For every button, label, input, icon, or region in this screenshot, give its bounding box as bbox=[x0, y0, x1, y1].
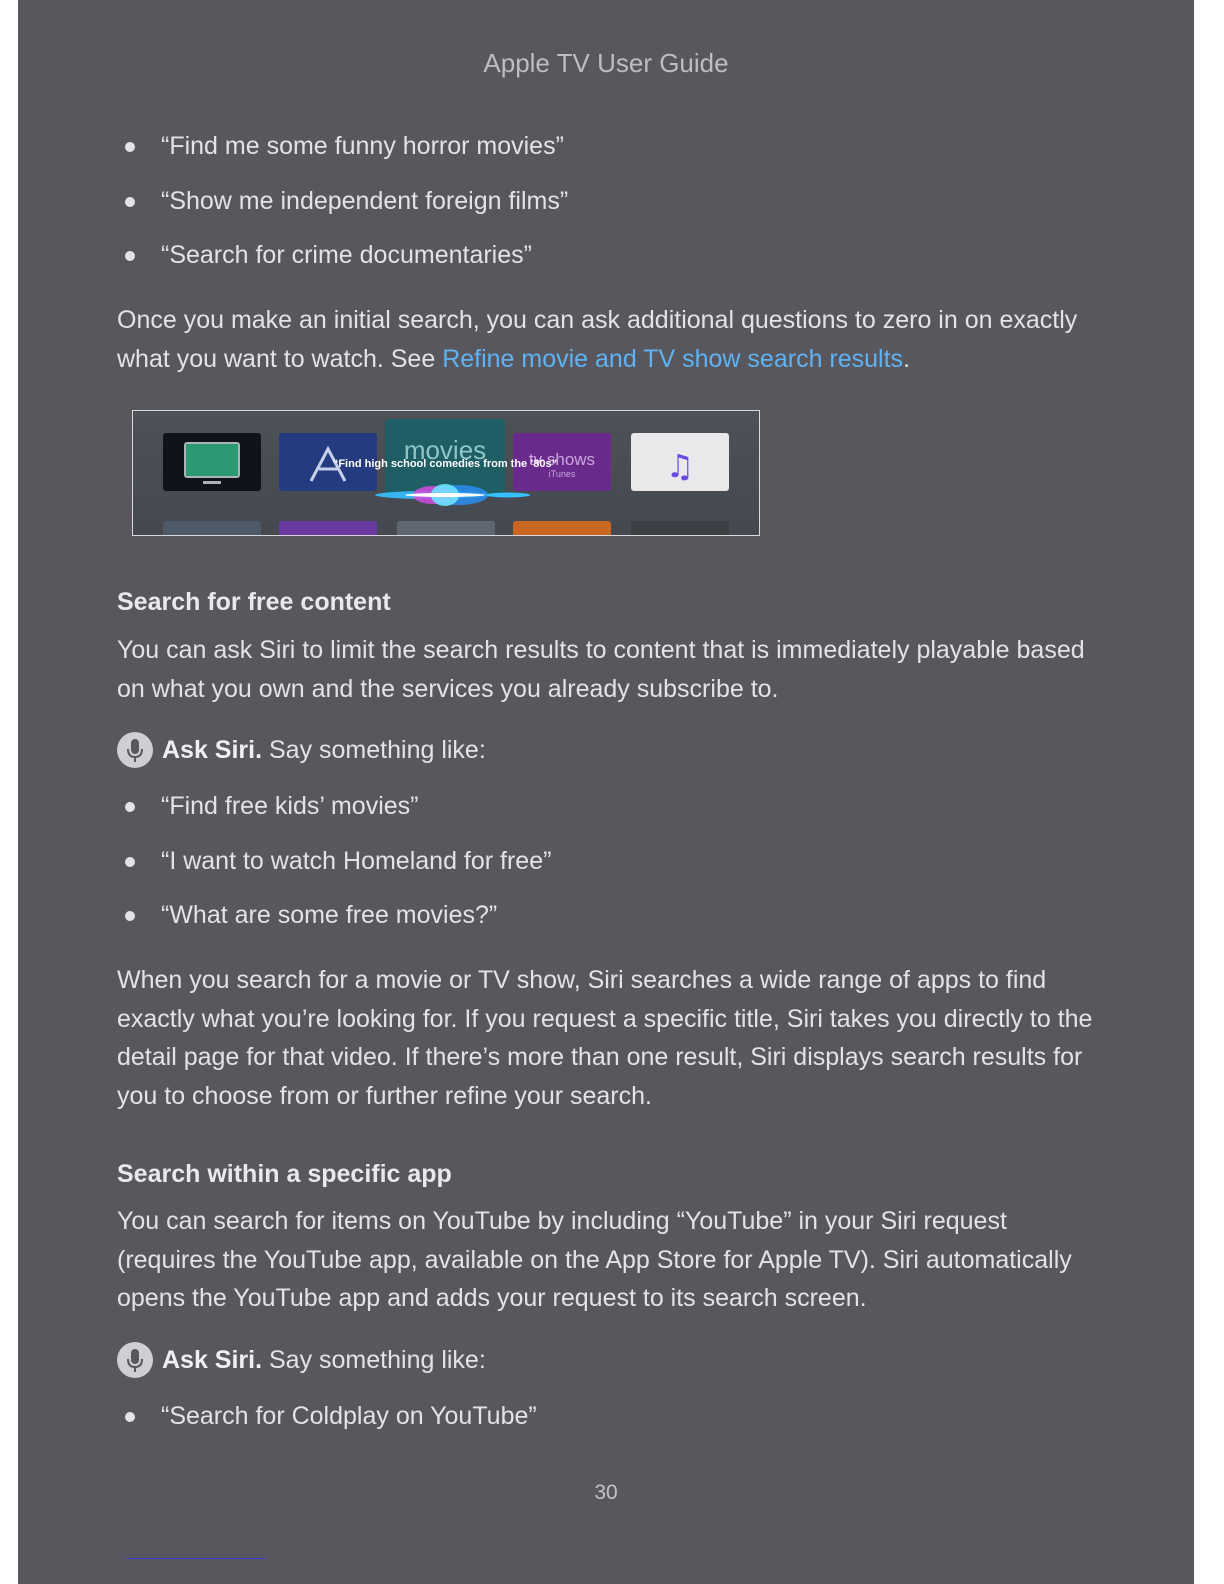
search-results-paragraph: When you search for a movie or TV show, Siri searches a wide range of apps to find exactly what you’re looking for. If you request a specific title, Siri takes you directly to the detail page for that video. If there’s more than one result, Siri displays search results for you to choose from or further refine your search. bbox=[117, 966, 1093, 1110]
movies-tile-label: movies bbox=[403, 435, 487, 465]
section-heading-specific-app: Search within a specific app bbox=[117, 1160, 452, 1188]
ask-siri-prompt: Ask Siri. Say something like: bbox=[117, 1341, 617, 1379]
apple-tv-home-screen-image bbox=[133, 411, 759, 535]
itunes-tile-label: iTunes bbox=[548, 469, 576, 479]
footer-rule bbox=[126, 1558, 266, 1559]
list-item: “Show me independent foreign films” bbox=[117, 186, 568, 241]
refine-paragraph: Once you make an initial search, you can ask additional questions to zero in on exactly what you want to watch. See Refine movie and TV show search results. bbox=[117, 306, 1078, 373]
microphone-icon bbox=[117, 1342, 153, 1378]
section-heading-free-content: Search for free content bbox=[117, 588, 391, 616]
free-content-paragraph: You can ask Siri to limit the search results to content that is immediately playable based on what you own and the services you already subscribe to. bbox=[117, 636, 1085, 703]
ask-siri-prompt: Ask Siri. Say something like: bbox=[117, 731, 617, 769]
tv-icon bbox=[185, 443, 239, 477]
list-item: “Find me some funny horror movies” bbox=[117, 131, 568, 186]
tv-shows-tile-label: tv shows bbox=[528, 450, 596, 469]
list-item: “What are some free movies?” bbox=[117, 900, 551, 955]
ask-siri-label: Ask Siri. bbox=[162, 736, 263, 764]
free-content-queries-list bbox=[117, 791, 551, 955]
microphone-icon bbox=[117, 732, 153, 768]
page-number: 30 bbox=[594, 1481, 618, 1504]
bullet-dot bbox=[125, 251, 135, 261]
bullet-dot bbox=[125, 197, 135, 207]
bullet-dot bbox=[125, 142, 135, 152]
example-queries-list bbox=[117, 131, 568, 295]
bullet-dot bbox=[125, 802, 135, 812]
bullet-dot bbox=[125, 857, 135, 867]
list-item: “Find free kids’ movies” bbox=[117, 791, 551, 846]
ask-siri-label: Ask Siri. bbox=[162, 1346, 263, 1374]
specific-app-paragraph: You can search for items on YouTube by including “YouTube” in your Siri request (requires the YouTube app, available on the App Store for Apple TV). Siri automatically opens the YouTube app and adds your request to its search screen. bbox=[117, 1207, 1072, 1312]
bullet-dot bbox=[125, 1412, 135, 1422]
refine-search-results-link[interactable]: Refine movie and TV show search results bbox=[442, 344, 904, 373]
music-note-icon: ♫ bbox=[665, 447, 695, 485]
document-page bbox=[18, 0, 1194, 1584]
running-header: Apple TV User Guide bbox=[483, 48, 729, 78]
list-item: “I want to watch Homeland for free” bbox=[117, 846, 551, 901]
list-item: “Search for crime documentaries” bbox=[117, 240, 568, 295]
siri-request-caption: “Find high school comedies from the ’80s” bbox=[332, 458, 558, 470]
youtube-queries-list bbox=[117, 1401, 537, 1456]
bullet-dot bbox=[125, 911, 135, 921]
siri-search-screenshot bbox=[132, 410, 760, 536]
list-item: “Search for Coldplay on YouTube” bbox=[117, 1401, 537, 1456]
